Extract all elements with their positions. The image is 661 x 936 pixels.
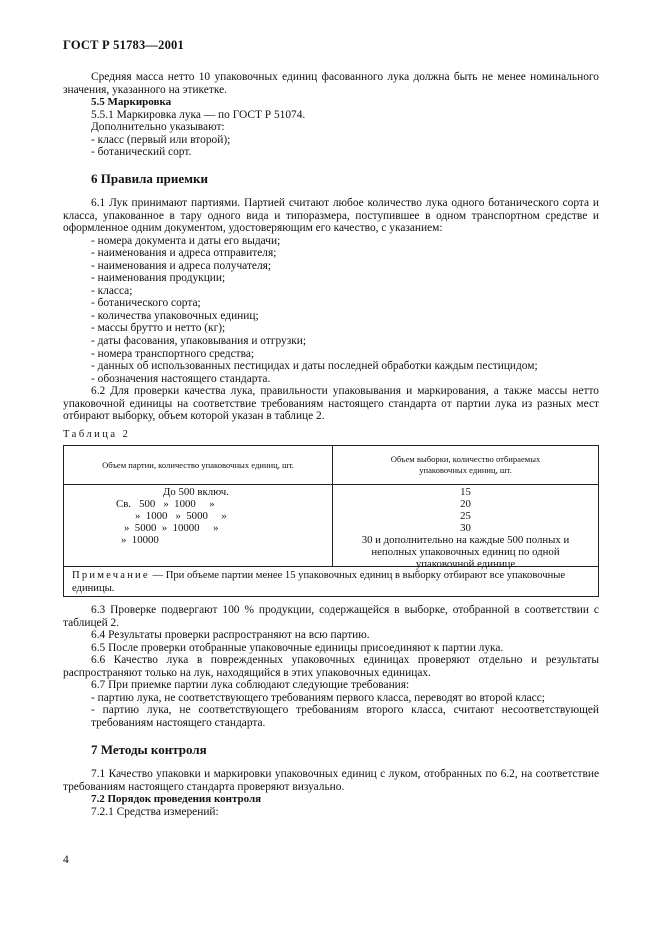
note-label: Примечание [72,570,150,581]
list-item: - ботанический сорт. [91,146,192,159]
table-cell: 25 [460,510,471,522]
table-cell: » 5000 » 10000 » [124,522,219,534]
list-item: - массы брутто и нетто (кг); [91,322,226,335]
section-heading-6: 6 Правила приемки [91,171,208,186]
paragraph-6-6: 6.6 Качество лука в поврежденных упаковочных единицах проверяют отдельно и результаты распространяют только на лук, находящийся в этих упаковочных единицах. [63,654,599,679]
table-cell: » 1000 » 5000 » [135,510,227,522]
paragraph-6-7: 6.7 При приемке партии лука соблюдают следующие требования: [91,679,410,692]
table-2 [63,445,599,597]
list-item: - данных об использованных пестицидах и даты последней обработки каждым пестицидом; [91,360,538,373]
paragraph-6-4: 6.4 Результаты проверки распространяют на всю партию. [91,629,370,642]
list-item: - номера транспортного средства; [91,347,255,360]
section-6-block [63,197,599,423]
paragraph-6-5: 6.5 После проверки отобранные упаковочные единицы присоединяют к партии лука. [91,641,504,654]
table-cell: 20 [460,498,471,510]
list-item: - наименования продукции; [91,272,226,285]
table-column-sample-size [332,486,599,570]
table-header-lot-size: Объем партии, количество упаковочных единиц, шт. [102,459,294,470]
list-item: - ботанического сорта; [91,297,201,310]
table-cell: упаковочной единице [415,558,516,570]
table-cell: До 500 включ. [163,486,229,498]
list-item: - наименования и адреса получателя; [91,259,272,272]
table-cell: неполных упаковочных единиц по одной [371,546,560,558]
list-item: - количества упаковочных единиц; [91,309,259,322]
paragraph-6-1: 6.1 Лук принимают партиями. Партией считают любое количество лука одного ботанического сорта и класса, упакованное в тару одного вида и типоразмера, поступившее в одном транспортном средстве и оформленное одним документом, удостоверяющим его качество, с указанием: [63,197,599,235]
table-header-sample-size: Объем выборки, количество отбираемых упаковочных единиц, шт. [390,454,541,475]
table-cell: » 10000 [121,534,159,546]
list-item: - партию лука, не соответствующего требованиям первого класса, переводят во второй класс; [91,691,545,704]
table-cell: 30 [460,522,471,534]
document-header: ГОСТ Р 51783—2001 [63,38,184,52]
page-number: 4 [63,854,69,866]
paragraph-7-2-1: 7.2.1 Средства измерений: [91,805,219,818]
table-note [72,570,592,595]
paragraph-additional: Дополнительно указывают: [91,121,225,134]
list-item: - обозначения настоящего стандарта. [91,372,271,385]
paragraph-5-5-1: 5.5.1 Маркировка лука — по ГОСТ Р 51074. [91,108,306,121]
paragraph-mass: Средняя масса нетто 10 упаковочных единиц фасованного лука должна быть не менее номинального значения, указанного на этикетке. [63,71,599,96]
list-item: - номера документа и даты его выдачи; [91,234,281,247]
section-6-cont-block [63,604,599,729]
paragraph-6-3: 6.3 Проверке подвергают 100 % продукции, содержащейся в выборке, отобранной в соответствии с таблицей 2. [63,604,599,629]
table-cell: 15 [460,486,471,498]
list-item: - наименования и адреса отправителя; [91,247,277,260]
section-7-block [63,768,599,818]
list-item: - класс (первый или второй); [91,133,231,146]
section-heading-7: 7 Методы контроля [91,742,207,757]
subsection-title-7-2: 7.2 Порядок проведения контроля [91,793,262,806]
list-item: - класса; [91,284,133,297]
table-cell: Св. 500 » 1000 » [116,498,215,510]
paragraph-6-2: 6.2 Для проверки качества лука, правильности упаковывания и маркирования, а также массы нетто упаковочной единицы на соответствие требованиям настоящего стандарта от партии лука из разных мест отбирают выборку, объем которой указан в таблице 2. [63,385,599,423]
paragraph-7-1: 7.1 Качество упаковки и маркировки упаковочных единиц с луком, отобранных по 6.2, на соответствие требованиям настоящего стандарта проверяют визуально. [63,768,599,793]
note-text: — При объеме партии менее 15 упаковочных единиц в выборку отбирают все упаковочные единицы. [72,570,566,594]
list-item: - партию лука, не соответствующего требованиям второго класса, считают несоответствующей требованиям настоящего стандарта. [91,704,599,729]
subsection-title-5-5: 5.5 Маркировка [91,96,172,109]
table-cell: 30 и дополнительно на каждые 500 полных и [361,534,570,546]
table-caption: Таблица 2 [63,429,131,440]
intro-block [63,71,599,159]
list-item: - даты фасования, упаковывания и отгрузки; [91,335,307,348]
